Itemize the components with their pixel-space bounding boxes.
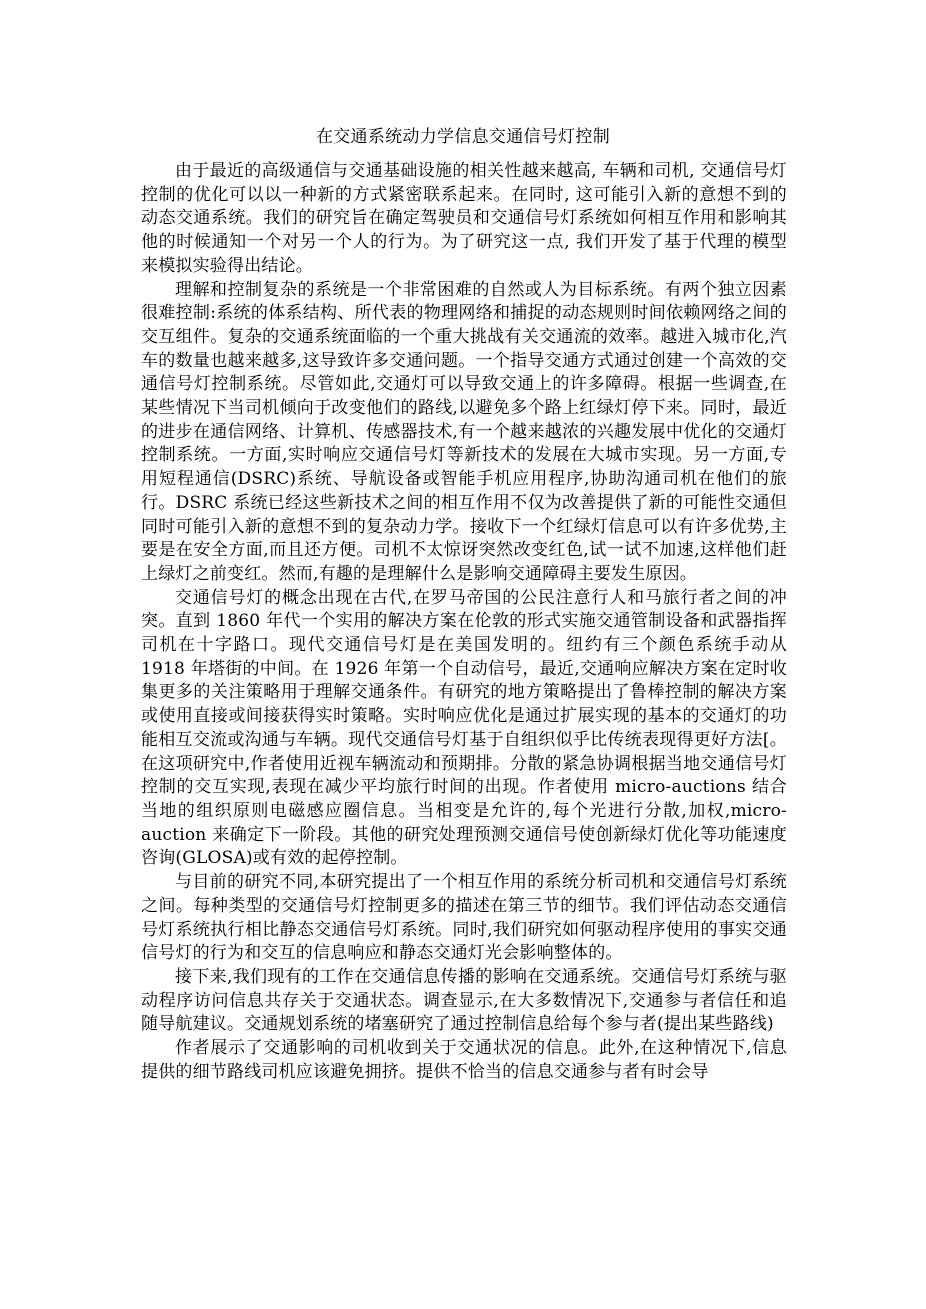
paragraph-5: 接下来,我们现有的工作在交通信息传播的影响在交通系统。交通信号灯系统与驱动程序访问信息共存关于交通状态。调查显示,在大多数情况下,交通参与者信任和追随导航建议。交通规划系统的堵塞研究了通过控制信息给每个参与者(提出某些路线) <box>141 966 787 1035</box>
document-title: 在交通系统动力学信息交通信号灯控制 <box>315 127 611 147</box>
paragraph-3: 交通信号灯的概念出现在古代,在罗马帝国的公民注意行人和马旅行者之间的冲突。直到 1860 年代一个实用的解决方案在伦敦的形式实施交通管制设备和武器指挥司机在十字路口。现代交通信号灯是在美国发明的。纽约有三个颜色系统手动从 1918 年塔街的中间。在 1926 年第一个自动信号，最近,交通响应解决方案在定时收集更多的关注策略用于理解交通条件。有研究的地方策略提出了鲁棒控制的解决方案或使用直接或间接获得实时策略。实时响应优化是通过扩展实现的基本的交通灯的功能相互交流或沟通与车辆。现代交通信号灯基于自组织似乎比传统表现得更好方法[。在这项研究中,作者使用近视车辆流动和预期排。分散的紧急协调根据当地交通信号灯控制的交互实现,表现在减少平均旅行时间的出现。作者使用 micro-auctions 结合当地的组织原则电磁感应圈信息。当相变是允许的,每个光进行分散,加权,micro-auction 来确定下一阶段。其他的研究处理预测交通信号使创新绿灯优化等功能速度咨询(GLOSA)或有效的起停控制。 <box>141 587 787 869</box>
paragraph-1: 由于最近的高级通信与交通基础设施的相关性越来越高, 车辆和司机, 交通信号灯控制的优化可以以一种新的方式紧密联系起来。在同时, 这可能引入新的意想不到的动态交通系统。我们的研究旨在确定驾驶员和交通信号灯系统如何相互作用和影响其他的时候通知一个对另一个人的行为。为了研究这一点, 我们开发了基于代理的模型来模拟实验得出结论。 <box>141 161 787 276</box>
document-body <box>141 160 787 1084</box>
paragraph-2: 理解和控制复杂的系统是一个非常困难的自然或人为目标系统。有两个独立因素很难控制:系统的体系结构、所代表的物理网络和捕捉的动态规则时间依赖网络之间的交互组件。复杂的交通系统面临的一个重大挑战有关交通流的效率。越进入城市化,汽车的数量也越来越多,这导致许多交通问题。一个指导交通方式通过创建一个高效的交通信号灯控制系统。尽管如此,交通灯可以导致交通上的许多障碍。根据一些调查,在某些情况下当司机倾向于改变他们的路线,以避免多个路上红绿灯停下来。同时，最近的进步在通信网络、计算机、传感器技术,有一个越来越浓的兴趣发展中优化的交通灯控制系统。一方面,实时响应交通信号灯等新技术的发展在大城市实现。另一方面,专用短程通信(DSRC)系统、导航设备或智能手机应用程序,协助沟通司机在他们的旅行。DSRC 系统已经这些新技术之间的相互作用不仅为改善提供了新的可能性交通但同时可能引入新的意想不到的复杂动力学。接收下一个红绿灯信息可以有许多优势,主要是在安全方面,而且还方便。司机不太惊讶突然改变红色,试一试不加速,这样他们赶上绿灯之前变红。然而,有趣的是理解什么是影响交通障碍主要发生原因。 <box>141 279 787 584</box>
paragraph-6: 作者展示了交通影响的司机收到关于交通状况的信息。此外,在这种情况下,信息提供的细节路线司机应该避免拥挤。提供不恰当的信息交通参与者有时会导 <box>141 1038 787 1082</box>
paragraph-4: 与目前的研究不同,本研究提出了一个相互作用的系统分析司机和交通信号灯系统之间。每种类型的交通信号灯控制更多的描述在第三节的细节。我们评估动态交通信号灯系统执行相比静态交通信号灯系统。同时,我们研究如何驱动程序使用的事实交通信号灯的行为和交互的信息响应和静态交通灯光会影响整体的。 <box>141 872 787 964</box>
